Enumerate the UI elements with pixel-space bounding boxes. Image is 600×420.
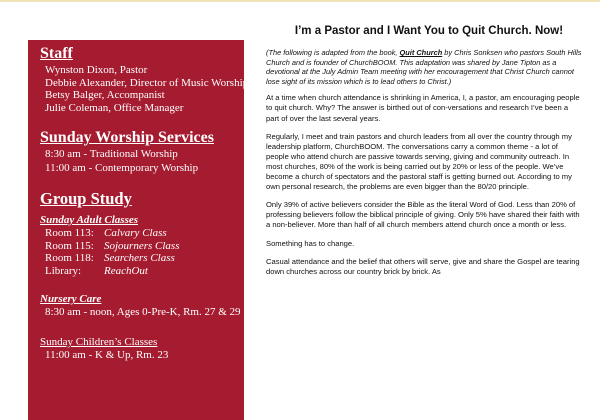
article-paragraph: Only 39% of active believers consider the Bible as the literal Word of God. Less than 20% of professing believers follow the biblical principle of giving. Only 5% have shared their faith with a non-believer. More than half of all church members attend church once a month or less. xyxy=(266,200,580,230)
article-paragraph: At a time when church attendance is shrinking in America, I, a pastor, am encouraging people to quit church. Why? The answer is birthed out of con-versations and research I’ve been a part of over the last several years. xyxy=(266,93,580,123)
staff-item: Betsy Balger, Accompanist xyxy=(45,89,165,101)
class-name: Calvary Class xyxy=(104,227,167,239)
children-classes-line: 11:00 am - K & Up, Rm. 23 xyxy=(45,349,169,361)
class-name: Searchers Class xyxy=(104,252,175,264)
staff-item: Debbie Alexander, Director of Music Worship xyxy=(45,76,249,89)
nursery-line: 8:30 am - noon, Ages 0-Pre-K, Rm. 27 & 29 xyxy=(45,306,241,318)
class-row xyxy=(40,265,252,278)
top-decorative-strip xyxy=(0,0,600,2)
class-room: Room 118: xyxy=(45,252,94,264)
nursery-heading: Nursery Care xyxy=(40,293,102,305)
group-study-heading: Group Study xyxy=(40,189,132,208)
article xyxy=(266,24,582,285)
article-title: I’m a Pastor and I Want You to Quit Church. Now! xyxy=(294,25,564,37)
staff-heading: Staff xyxy=(40,45,73,62)
worship-item: 11:00 am - Contemporary Worship xyxy=(45,162,199,174)
class-name: ReachOut xyxy=(104,264,148,277)
sidebar xyxy=(40,44,252,362)
intro-prefix: (The following is adapted from the book, xyxy=(266,48,400,57)
article-paragraph: Something has to change. xyxy=(266,238,355,248)
article-paragraph: Casual attendance and the belief that others will serve, give and share the Gospel are tearing down churches across our country brick by brick. As xyxy=(266,256,580,276)
class-row xyxy=(40,240,252,253)
class-row xyxy=(40,227,252,240)
worship-heading: Sunday Worship Services xyxy=(40,129,214,146)
worship-item: 8:30 am - Traditional Worship xyxy=(45,148,178,160)
adult-classes-heading: Sunday Adult Classes xyxy=(40,214,139,226)
article-paragraph: Regularly, I meet and train pastors and church leaders from all over the country through my leadership platform, ChurchBOOM. The conversations carry a common theme - a lot of people who attend church are passive towards serving, giving and community outreach. In most churches, 80% of the work is being carried out by 20% or less of the people. We’ve become a church of spectators and the pastoral staff is getting burned out. According to my own personal research, the problems are even bigger than the 80/20 principle. xyxy=(266,131,572,192)
staff-item: Wynston Dixon, Pastor xyxy=(45,64,148,76)
worship-list xyxy=(45,147,252,175)
intro-suffix: by Chris Sonksen who pastors South Hills Church and is founder of ChurchBOOM. This adaptation was shared by Jane Tipton as a devotional at the July Admin Team meeting with her encouragement that Christ Church cannot lose sight of its mission which is to lead others to Christ.) xyxy=(266,48,582,86)
class-room: Room 115: xyxy=(45,239,94,252)
class-list xyxy=(40,227,252,277)
class-room: Room 113: xyxy=(45,227,94,239)
book-title-link: Quit Church xyxy=(399,48,443,57)
staff-list xyxy=(45,64,252,114)
article-intro xyxy=(266,48,582,86)
class-room: Library: xyxy=(45,264,82,277)
class-name: Sojourners Class xyxy=(104,239,180,252)
staff-item: Julie Coleman, Office Manager xyxy=(45,101,184,114)
class-row xyxy=(40,252,252,265)
children-classes-heading: Sunday Children’s Classes xyxy=(40,336,158,348)
